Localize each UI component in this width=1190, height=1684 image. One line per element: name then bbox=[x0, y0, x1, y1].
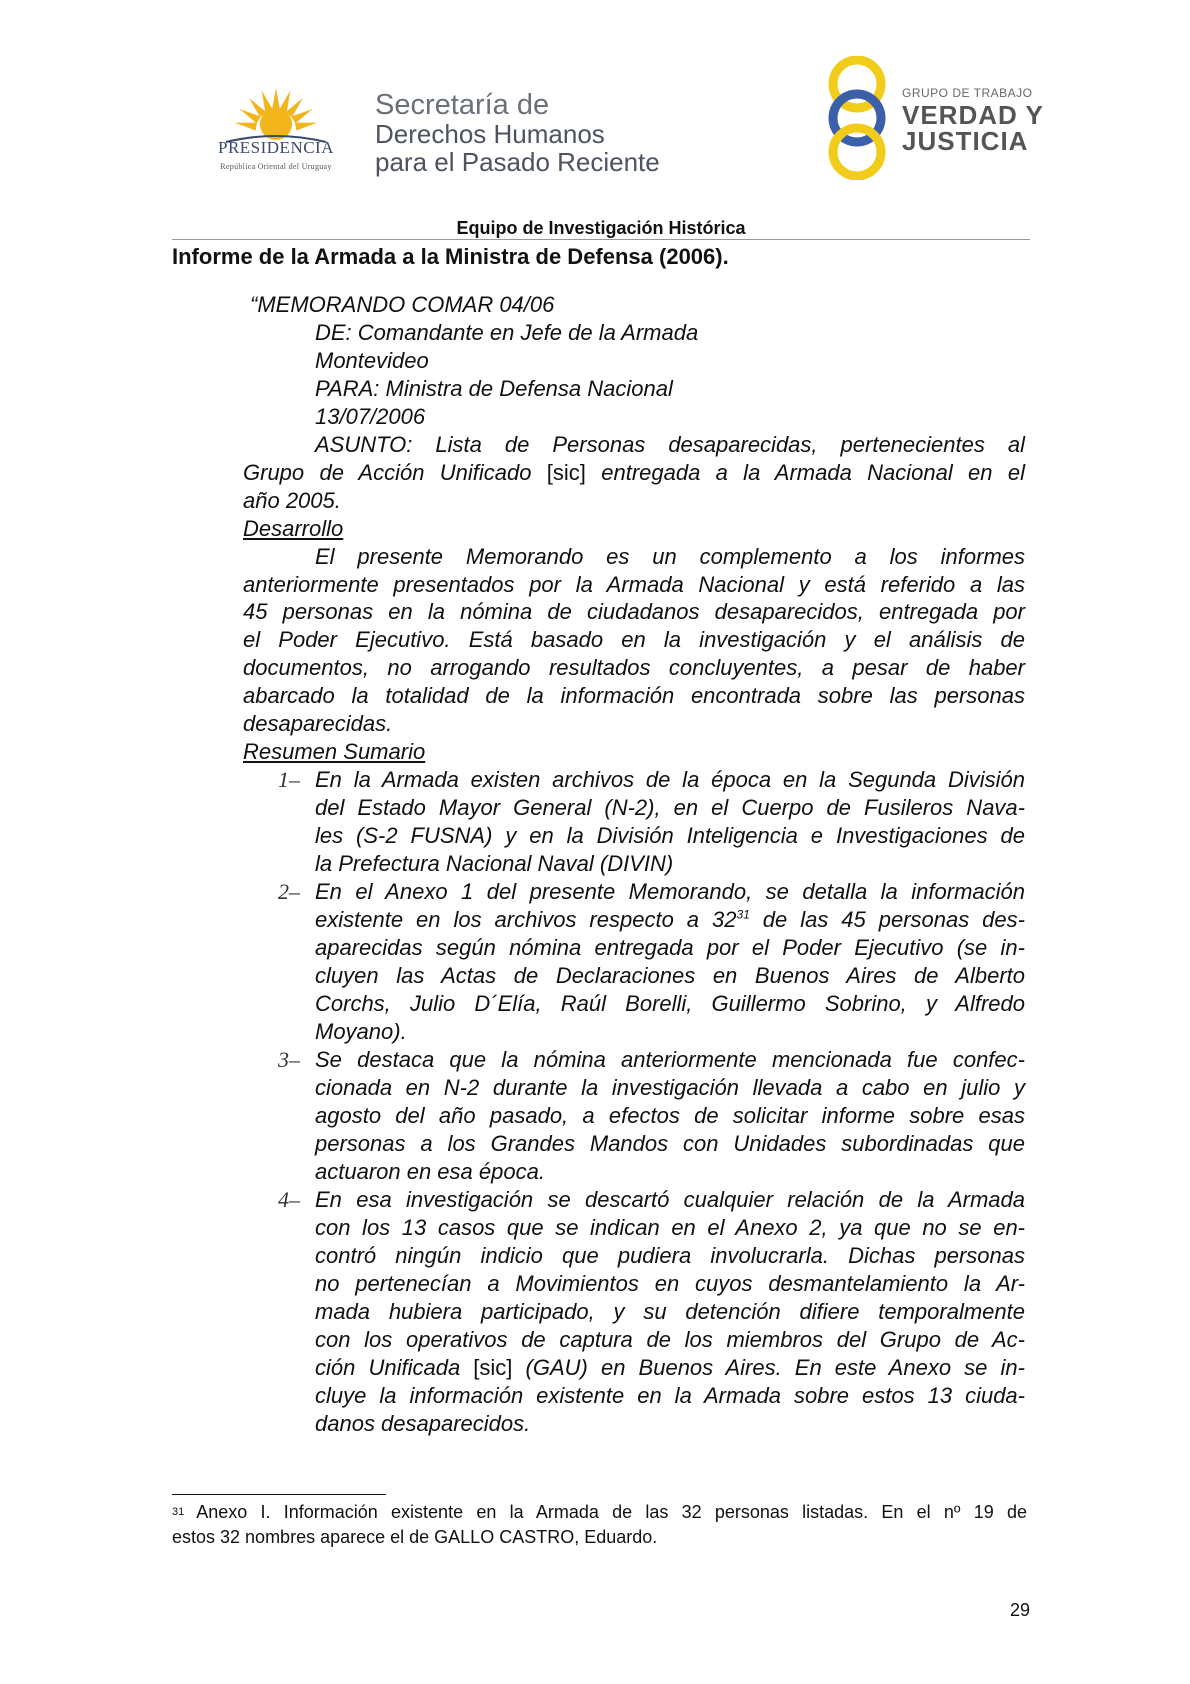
list-item-line: con los operativos de captura de los miembros del Grupo de Ac- bbox=[315, 1327, 1025, 1352]
presidencia-subtitle: República Oriental del Uruguay bbox=[220, 162, 332, 171]
memo-subject-line1: ASUNTO: Lista de Personas desaparecidas, pertenecientes al bbox=[315, 432, 1025, 457]
list-item-line: cionada en N-2 durante la investigación llevada a cabo en julio y bbox=[315, 1075, 1025, 1100]
memo-place: Montevideo bbox=[315, 348, 429, 373]
memo-heading: “MEMORANDO COMAR 04/06 bbox=[250, 292, 555, 317]
gtvj-line3: JUSTICIA bbox=[902, 126, 1029, 156]
list-item-line: actuaron en esa época. bbox=[315, 1159, 545, 1184]
gtvj-line2: VERDAD Y bbox=[902, 100, 1044, 130]
desarrollo-line: abarcado la totalidad de la información encontrada sobre las personas bbox=[243, 683, 1025, 708]
list-item-number: 1– bbox=[278, 767, 300, 792]
desarrollo-line: anteriormente presentados por la Armada Nacional y está referido a las bbox=[243, 572, 1025, 597]
secretaria-line1: Secretaría de bbox=[375, 89, 550, 121]
desarrollo-heading: Desarrollo bbox=[243, 516, 344, 541]
list-item-line: Moyano). bbox=[315, 1019, 407, 1044]
list-item-line bbox=[315, 906, 1025, 934]
memo-date: 13/07/2006 bbox=[315, 404, 426, 429]
resumen-heading: Resumen Sumario bbox=[243, 739, 426, 764]
secretaria-line2: Derechos Humanos bbox=[375, 119, 605, 149]
list-item-text-cont: de las 45 personas des- bbox=[762, 907, 1025, 932]
list-item-line: agosto del año pasado, a efectos de solicitar informe sobre esas bbox=[315, 1103, 1025, 1128]
gtvj-line1: GRUPO DE TRABAJO bbox=[902, 86, 1033, 100]
list-item-line: contró ningún indicio que pudiera involucrarla. Dichas personas bbox=[315, 1243, 1025, 1268]
footnote-line2: estos 32 nombres aparece el de GALLO CASTRO, Eduardo. bbox=[172, 1527, 658, 1547]
desarrollo-line: desaparecidas. bbox=[243, 711, 393, 736]
desarrollo-line: el Poder Ejecutivo. Está basado en la investigación y el análisis de bbox=[243, 627, 1025, 652]
list-item-line: Corchs, Julio D´Elía, Raúl Borelli, Guillermo Sobrino, y Alfredo bbox=[315, 991, 1025, 1016]
header-rule bbox=[172, 239, 1030, 240]
list-item-line: cluye la información existente en la Armada sobre estos 13 ciuda- bbox=[315, 1383, 1025, 1408]
list-item-line: cluyen las Actas de Declaraciones en Buenos Aires de Alberto bbox=[315, 963, 1025, 988]
memo-to: PARA: Ministra de Defensa Nacional bbox=[315, 376, 673, 401]
secretaria-line3: para el Pasado Reciente bbox=[375, 147, 660, 177]
list-item-line bbox=[315, 1354, 1025, 1382]
page-number: 29 bbox=[1009, 1600, 1030, 1620]
document-title: Informe de la Armada a la Ministra de Defensa (2006). bbox=[172, 244, 729, 269]
footnote-line1 bbox=[172, 1500, 1027, 1525]
secretaria-logo bbox=[375, 90, 735, 176]
memo-subject-line2 bbox=[243, 459, 1025, 487]
list-item-line: aparecidas según nómina entregada por el Poder Ejecutivo (se in- bbox=[315, 935, 1025, 960]
memo-subject-text-cont: entregada a la Armada Nacional en el bbox=[601, 460, 1025, 485]
list-item-line: En el Anexo 1 del presente Memorando, se detalla la información bbox=[315, 879, 1025, 904]
list-item-line: les (S-2 FUSNA) y en la División Inteligencia e Investigaciones de bbox=[315, 823, 1025, 848]
list-item-line: danos desaparecidos. bbox=[315, 1411, 531, 1436]
list-item-text-cont: (GAU) en Buenos Aires. En este Anexo se in- bbox=[525, 1355, 1025, 1380]
footnote bbox=[172, 1500, 1027, 1550]
list-item-line: no pertenecían a Movimientos en cuyos desmantelamiento la Ar- bbox=[315, 1271, 1025, 1296]
list-item-number: 2– bbox=[278, 879, 300, 904]
list-item-line: con los 13 casos que se indican en el Anexo 2, ya que no se en- bbox=[315, 1215, 1025, 1240]
list-item-number: 3– bbox=[278, 1047, 300, 1072]
list-item-text: ción Unificada bbox=[315, 1355, 461, 1380]
presidencia-label: PRESIDENCIA bbox=[217, 138, 334, 157]
desarrollo-line: 45 personas en la nómina de ciudadanos desaparecidos, entregada por bbox=[243, 599, 1025, 624]
list-item-line: En la Armada existen archivos de la época en la Segunda División bbox=[315, 767, 1025, 792]
footnote-text: Anexo I. Información existente en la Armada de las 32 personas listadas. En el nº 19 de bbox=[196, 1502, 1027, 1522]
footnote-separator bbox=[172, 1494, 386, 1495]
footnote-ref[interactable]: 31 bbox=[736, 907, 750, 922]
footnote-number: 31 bbox=[172, 1506, 185, 1518]
list-item-number: 4– bbox=[278, 1187, 300, 1212]
memo-from: DE: Comandante en Jefe de la Armada bbox=[315, 320, 699, 345]
list-item-line: Se destaca que la nómina anteriormente mencionada fue confec- bbox=[315, 1047, 1025, 1072]
team-header: Equipo de Investigación Histórica bbox=[456, 218, 746, 238]
rings-emblem-icon bbox=[818, 56, 896, 180]
memo-subject-text: Grupo de Acción Unificado bbox=[243, 460, 532, 485]
memo-subject-line3: año 2005. bbox=[243, 488, 341, 513]
sic-marker: [sic] bbox=[473, 1355, 513, 1380]
list-item-line: del Estado Mayor General (N-2), en el Cuerpo de Fusileros Nava- bbox=[315, 795, 1025, 820]
sic-marker: [sic] bbox=[546, 460, 586, 485]
list-item-line: En esa investigación se descartó cualquier relación de la Armada bbox=[315, 1187, 1025, 1212]
gtvj-logo bbox=[818, 56, 1048, 186]
list-item-line: mada hubiera participado, y su detención difiere temporalmente bbox=[315, 1299, 1025, 1324]
desarrollo-line: El presente Memorando es un complemento a los informes bbox=[315, 544, 1025, 569]
desarrollo-line: documentos, no arrogando resultados concluyentes, a pesar de haber bbox=[243, 655, 1025, 680]
list-item-line: personas a los Grandes Mandos con Unidades subordinadas que bbox=[315, 1131, 1025, 1156]
presidencia-logo bbox=[196, 80, 356, 180]
list-item-line: la Prefectura Nacional Naval (DIVIN) bbox=[315, 851, 674, 876]
list-item-text: existente en los archivos respecto a 32 bbox=[315, 907, 737, 932]
